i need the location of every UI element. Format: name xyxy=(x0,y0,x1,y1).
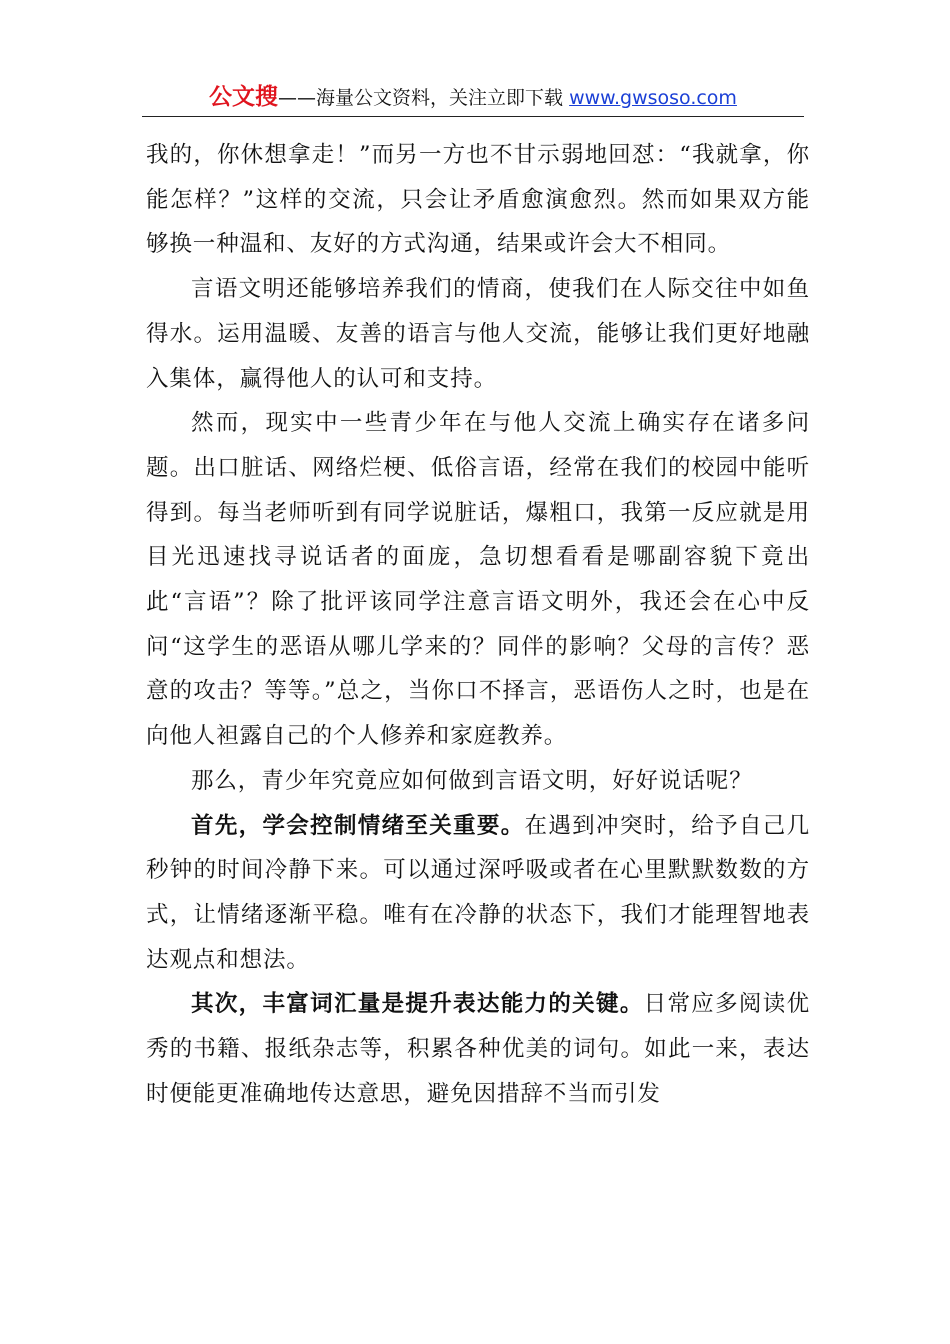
brand-logo-text: 公文搜 xyxy=(209,84,279,110)
paragraph xyxy=(146,267,810,401)
header-divider xyxy=(142,116,804,117)
paragraph-text: 我的，你休想拿走！”而另一方也不甘示弱地回怼：“我就拿，你能怎样？”这样的交流，只会让矛盾愈演愈烈。然而如果双方能够换一种温和、友好的方式沟通，结果或许会大不相同。 xyxy=(146,142,810,258)
paragraph-text: 然而，现实中一些青少年在与他人交流上确实存在诸多问题。出口脏话、网络烂梗、低俗言语，经常在我们的校园中能听得到。每当老师听到有同学说脏话，爆粗口，我第一反应就是用目光迅速找寻说话者的面庞，急切想看看是哪副容貌下竟出此“言语”？除了批评该同学注意言语文明外，我还会在心中反问“这学生的恶语从哪儿学来的？同伴的影响？父母的言传？恶意的攻击？等等。”总之，当你口不择言，恶语伤人之时，也是在向他人袒露自己的个人修养和家庭教养。 xyxy=(146,410,810,750)
paragraph xyxy=(146,804,810,983)
page-header xyxy=(142,80,804,114)
document-body xyxy=(146,133,810,1116)
paragraph-text: 言语文明还能够培养我们的情商，使我们在人际交往中如鱼得水。运用温暖、友善的语言与他人交流，能够让我们更好地融入集体，赢得他人的认可和支持。 xyxy=(146,276,810,392)
paragraph xyxy=(146,759,810,804)
paragraph-text: 日常应多阅读优秀的书籍、报纸杂志等，积累各种优美的词句。如此一来，表达时便能更准确地传达意思，避免因措辞不当而引发 xyxy=(146,991,810,1107)
paragraph-heading-bold: 其次，丰富词汇量是提升表达能力的关键。 xyxy=(191,991,644,1018)
paragraph xyxy=(146,401,810,759)
paragraph xyxy=(146,982,810,1116)
header-tagline: ——海量公文资料，关注立即下载 xyxy=(278,87,564,109)
paragraph-text: 在遇到冲突时，给予自己几秒钟的时间冷静下来。可以通过深呼吸或者在心里默默数数的方式，让情绪逐渐平稳。唯有在冷静的状态下，我们才能理智地表达观点和想法。 xyxy=(146,812,810,973)
paragraph-continued xyxy=(146,133,810,267)
paragraph-heading-bold: 首先，学会控制情绪至关重要。 xyxy=(191,812,525,839)
paragraph-text: 那么，青少年究竟应如何做到言语文明，好好说话呢？ xyxy=(191,767,753,794)
website-link[interactable]: www.gwsoso.com xyxy=(569,87,737,109)
